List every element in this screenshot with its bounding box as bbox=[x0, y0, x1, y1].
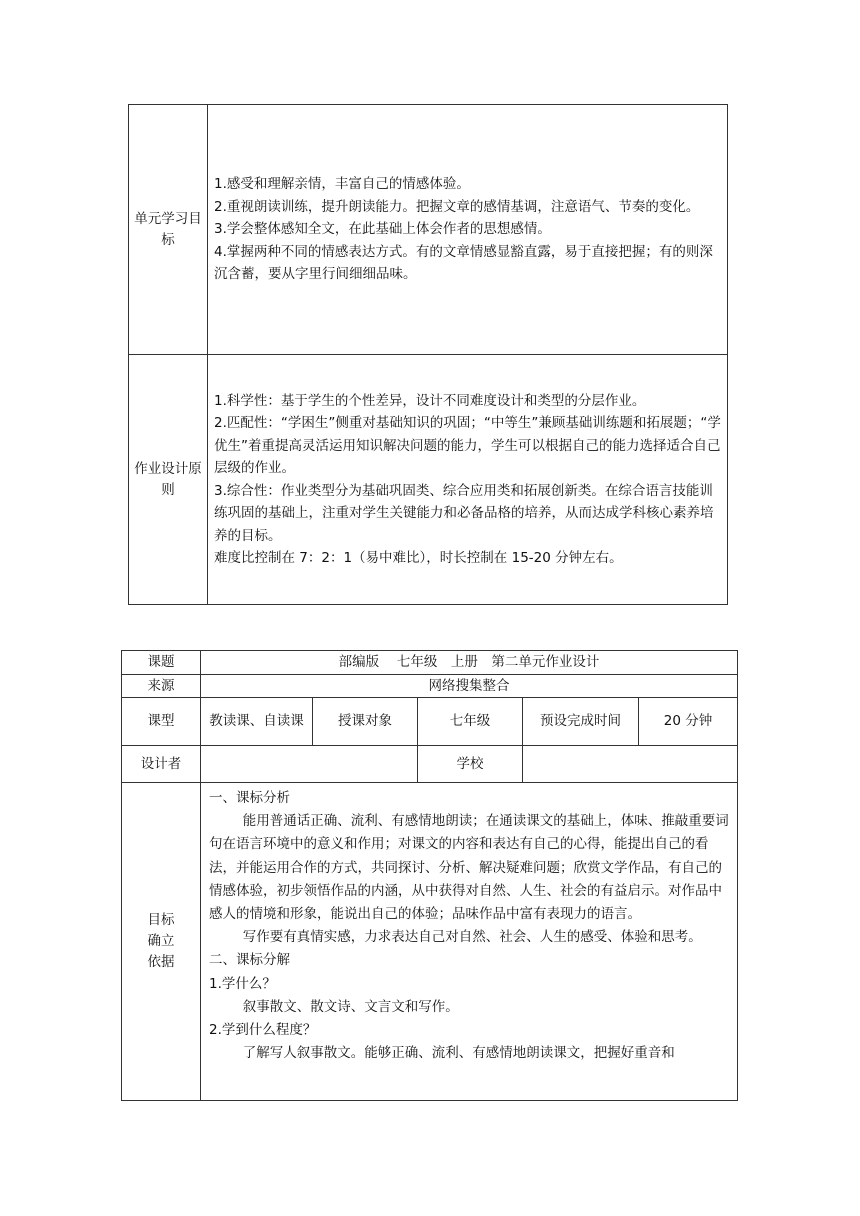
basis-label: 目标确立依据 bbox=[122, 783, 201, 1101]
goal-content bbox=[208, 105, 728, 355]
type-value: 教读课、自读课 bbox=[201, 698, 313, 746]
principle-item: 1.科学性：基于学生的个性差异，设计不同难度设计和类型的分层作业。 bbox=[214, 392, 646, 409]
basis-paragraph: 能用普通话正确、流利、有感情地朗读；在通读课文的基础上，体味、推敲重要词句在语言环境中的意义和作用；对课文的内容和表达有自己的心得，能提出自己的看法，并能运用合作的方式，共同探讨、分析、解决疑难问题；欣赏文学作品，有自己的情感体验，初步领悟作品的内涵，从中获得对自然、人生、社会的有益启示。对作品中感人的情境和形象，能说出自己的体验；品味作品中富有表现力的语言。 bbox=[209, 813, 729, 923]
principle-item: 2.匹配性：“学困生”侧重对基础知识的巩固；“中等生”兼顾基础训练题和拓展题；“学优生”着重提高灵活运用知识解决问题的能力，学生可以根据自己的能力选择适合自己层级的作业。 bbox=[214, 415, 721, 476]
unit-goals-table bbox=[128, 104, 728, 605]
basis-question: 1.学什么？ bbox=[209, 975, 276, 992]
goal-label: 单元学习目标 bbox=[129, 105, 208, 355]
basis-question: 2.学到什么程度？ bbox=[209, 1022, 317, 1039]
principle-item: 3.综合性：作业类型分为基础巩固类、综合应用类和拓展创新类。在综合语言技能训练巩固的基础上，注重对学生关键能力和必备品格的培养，从而达成学科核心素养培养的目标。 bbox=[214, 482, 714, 544]
basis-paragraph: 写作要有真情实感，力求表达自己对自然、社会、人生的感受、体验和思考。 bbox=[242, 929, 702, 946]
topic-value: 部编版 七年级 上册 第二单元作业设计 bbox=[201, 651, 738, 675]
topic-label: 课题 bbox=[122, 651, 201, 675]
principle-label: 作业设计原则 bbox=[129, 355, 208, 605]
designer-label: 设计者 bbox=[122, 746, 201, 783]
source-value: 网络搜集整合 bbox=[201, 675, 738, 698]
type-label: 课型 bbox=[122, 698, 201, 746]
basis-content bbox=[201, 783, 738, 1101]
lesson-info-table bbox=[121, 650, 738, 1101]
school-value bbox=[523, 746, 738, 783]
audience-label: 授课对象 bbox=[313, 698, 418, 746]
source-label: 来源 bbox=[122, 675, 201, 698]
goal-item: 3.学会整体感知全文，在此基础上体会作者的思想感情。 bbox=[214, 221, 551, 238]
basis-heading: 一、课标分析 bbox=[209, 790, 290, 806]
goal-item: 2.重视朗读训练，提升朗读能力。把握文章的感情基调，注意语气、节奏的变化。 bbox=[214, 198, 700, 215]
school-label: 学校 bbox=[418, 746, 523, 783]
basis-answer: 了解写人叙事散文。能够正确、流利、有感情地朗读课文，把握好重音和 bbox=[242, 1045, 675, 1062]
audience-value: 七年级 bbox=[418, 698, 523, 746]
time-label: 预设完成时间 bbox=[523, 698, 639, 746]
principle-item: 难度比控制在 7：2：1（易中难比），时长控制在 15-20 分钟左右。 bbox=[214, 550, 623, 566]
principle-content bbox=[208, 355, 728, 605]
goal-item: 4.掌握两种不同的情感表达方式。有的文章情感显豁直露，易于直接把握；有的则深沉含蓄，要从字里行间细细品味。 bbox=[214, 243, 713, 283]
goal-item: 1.感受和理解亲情，丰富自己的情感体验。 bbox=[214, 176, 470, 193]
basis-answer: 叙事散文、散文诗、文言文和写作。 bbox=[242, 998, 459, 1015]
basis-heading: 二、课标分解 bbox=[209, 952, 290, 969]
designer-value bbox=[201, 746, 418, 783]
time-value: 20 分钟 bbox=[639, 698, 738, 746]
